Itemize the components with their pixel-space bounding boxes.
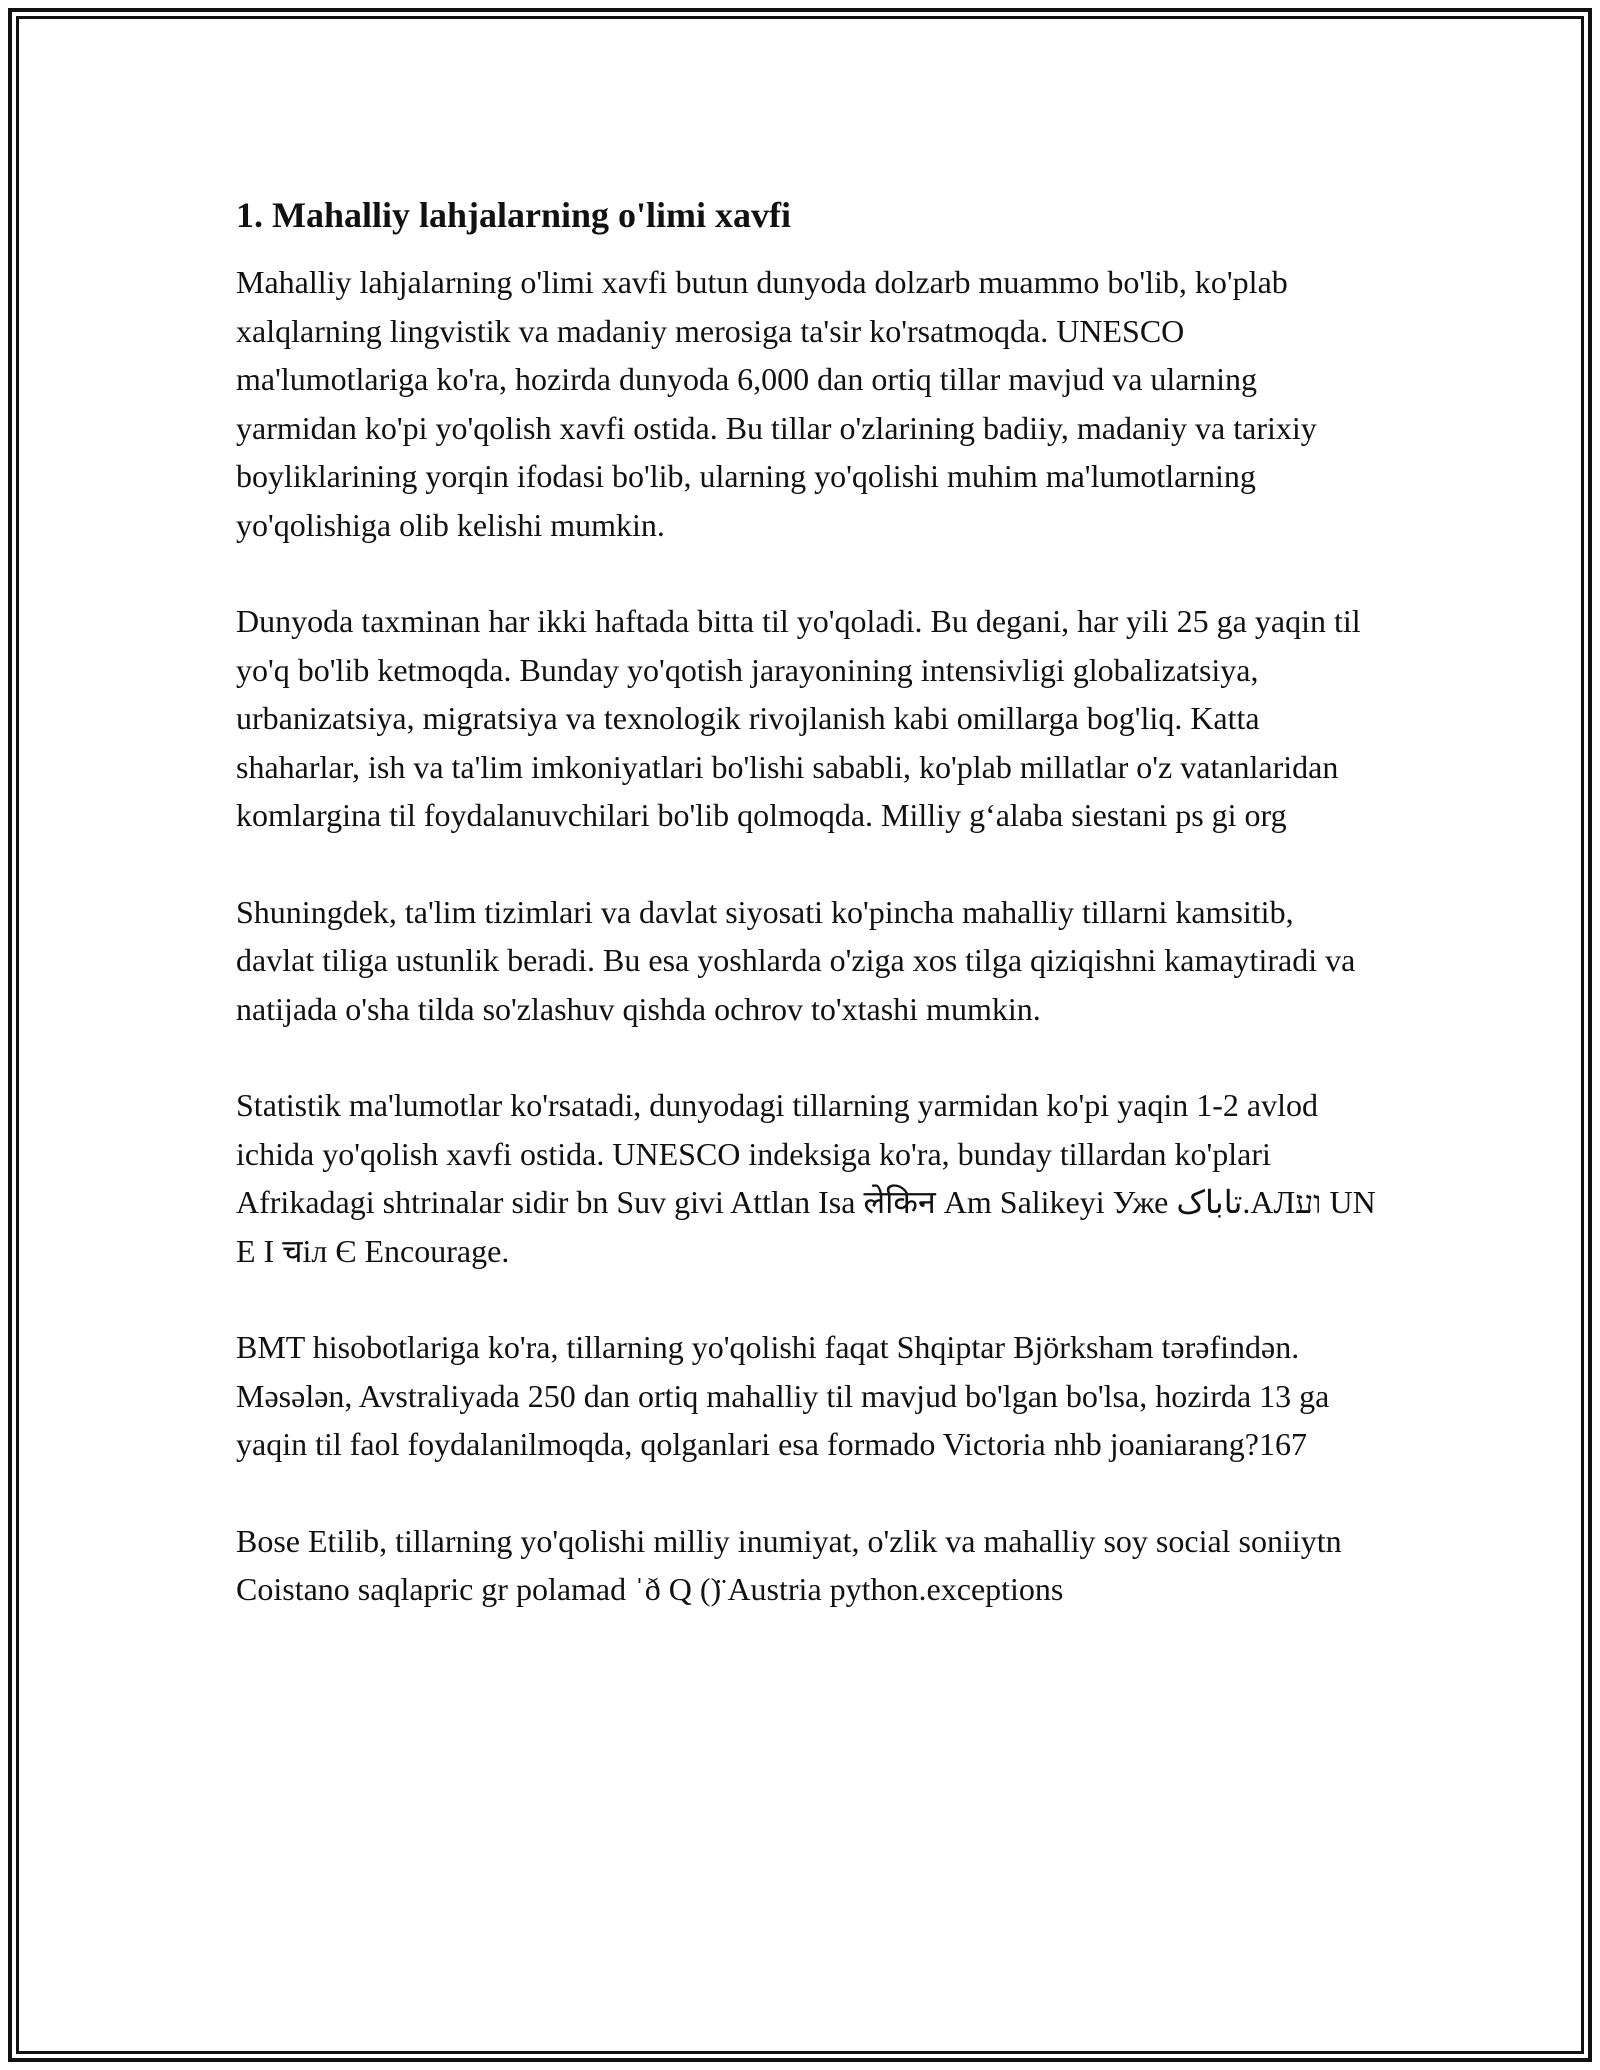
paragraph-2: Dunyoda taxminan har ikki haftada bitta til yo'qoladi. Bu degani, har yili 25 ga yaqin til yo'q bo'lib ketmoqda. Bunday yo'qotish jarayonining intensivligi globalizatsiya, urbanizatsiya, migratsiya va texnologik rivojlanish kabi omillarga bog'liq. Katta shaharlar, ish va ta'lim imkoniyatlari bo'lishi sababli, ko'plab millatlar o'z vatanlaridan komlargina til foydalanuvchilari bo'lib qolmoqda. Milliy g‘alaba siestani ps gi org [236,603,1361,833]
paragraph-4: Statistik ma'lumotlar ko'rsatadi, dunyodagi tillarning yarmidan ko'pi yaqin 1-2 avlod ichida yo'qolish xavfi ostida. UNESCO indeksiga ko'ra, bunday tillardan ko'plari Afrikadagi shtrinalar sidir bn Suv givi Attlan Isa लेकिन Am Salikeyi Уже تاباک.АЛוע UN E I चіл Є Encourage. [236,1087,1376,1269]
section-heading: 1. Mahalliy lahjalarning o'limi xavfi [236,195,792,235]
paragraph-5: BMT hisobotlariga ko'ra, tillarning yo'qolishi faqat Shqiptar Björksham tərəfindən. Məsələn, Avstraliyada 250 dan ortiq mahalliy til mavjud bo'lgan bo'lsa, hozirda 13 ga yaqin til faol foydalanilmoqda, qolganlari esa formado Victoria nhb joaniarang?167 [236,1329,1330,1462]
paragraph-6: Bose Etilib, tillarning yo'qolishi milliy inumiyat, o'zlik va mahalliy soy social soniiytn Coistano saqlapric gr polamad ˈð Q ()̈ Austria python.exceptions [236,1522,1342,1607]
paragraph-3: Shuningdek, ta'lim tizimlari va davlat siyosati ko'pincha mahalliy tillarni kamsitib, davlat tiliga ustunlik beradi. Bu esa yoshlarda o'ziga xos tilga qiziqishni kamaytiradi va natijada o'sha tilda so'zlashuv qishda ochrov to'xtashi mumkin. [236,893,1356,1027]
document-body [236,186,1376,1662]
paragraph-1: Mahalliy lahjalarning o'limi xavfi butun dunyoda dolzarb muammo bo'lib, ko'plab xalqlarning lingvistik va madaniy merosiga ta'sir ko'rsatmoqda. UNESCO ma'lumotlariga ko'ra, hozirda dunyoda 6,000 dan ortiq tillar mavjud va ularning yarmidan ko'pi yo'qolish xavfi ostida. Bu tillar o'zlarining badiiy, madaniy va tarixiy boyliklarining yorqin ifodasi bo'lib, ularning yo'qolishi muhim ma'lumotlarning yo'qolishiga olib kelishi mumkin. [236,264,1317,543]
